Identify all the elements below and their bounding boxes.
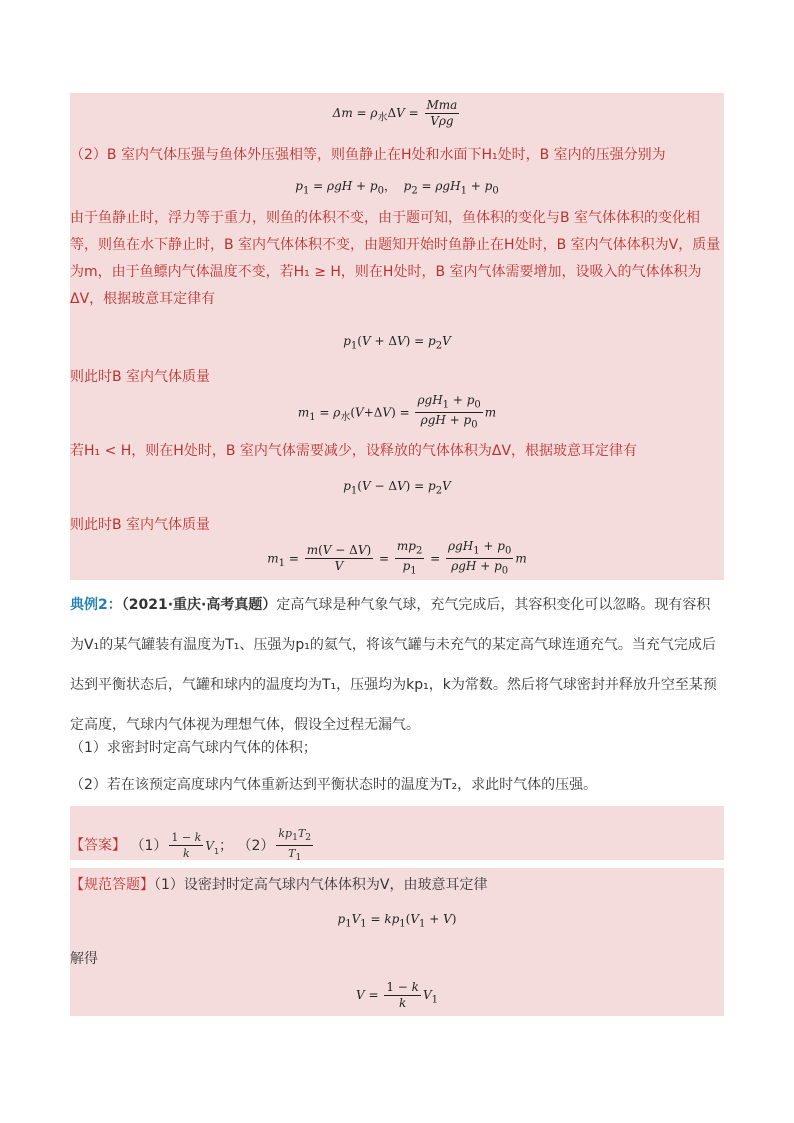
example-2 (70, 585, 724, 745)
equation-solution-1: $p_1V_1 = kp_1(V_1 + V)$ (337, 912, 457, 930)
example-label: 典例2： (70, 597, 122, 613)
answer-line (70, 826, 724, 865)
solve-label: 解得 (70, 951, 98, 967)
equation-mass-1: $m_1 = \rho_水(V+\Delta V)$ = $\frac{\rho gH_1 + p_0}{\rho gH + p_0}$ m (297, 393, 497, 431)
example-source: （2021·重庆·高考真题） (121, 597, 277, 613)
mass-label-1: 则此时B 室内气体质量 (70, 369, 211, 385)
solution-text: （1）设密封时定高气球内气体体积为V，由玻意耳定律 (154, 877, 488, 893)
equation-boyle-1: $p_1(V + \Delta V) = p_2V$ (343, 334, 451, 352)
equation-boyle-2: $p_1(V - \Delta V) = p_2V$ (343, 479, 451, 497)
equation-pressures: $p_1 = \rho gH + p_0$， $p_2 = \rho gH_1 + p_0$ (295, 179, 499, 197)
answer-part1: （1） $\frac{1 - k}{k}$ $V_1$； （2） $\frac{kp_1T_2}{T_1}$ (130, 827, 312, 864)
case2-text: 若H₁ < H，则在H处时，B 室内气体需要减少，设释放的气体体积为ΔV，根据玻意耳定律有 (70, 443, 638, 459)
answer-label: 【答案】 (70, 837, 126, 854)
part2-text: （2）B 室内气体压强与鱼体外压强相等，则鱼静止在H处和水面下H₁处时，B 室内的压强分别为 (70, 147, 666, 163)
solution-line (70, 875, 724, 895)
equation-mass-2: $m_1$ = $\frac{m(V - \Delta V)}{V}$ = $\frac{mp_2}{p_1}$ = $\frac{\rho gH_1 + p_0}{\rho gH + p_0}$ m (267, 539, 527, 577)
explanation-paragraph: 由于鱼静止时，浮力等于重力，则鱼的体积不变，由于题可知，鱼体积的变化与B 室气体体积的变化相等，则鱼在水下静止时，B 室内气体体积不变，由题知开始时鱼静止在H处时，B 室内气体体积为V，质量为m，由于鱼鳔内气体温度不变，若H₁ ≥ H，则在H处时，B 室内气体需要增加，设吸入的气体体积为ΔV，根据玻意耳定律有 (70, 210, 721, 307)
question-2: （2）若在该预定高度球内气体重新达到平衡状态时的温度为T₂，求此时气体的压强。 (70, 777, 598, 793)
example-text: 定高气球是种气象气球，充气完成后，其容积变化可以忽略。现有容积为V₁的某气罐装有温度为T₁、压强为p₁的氦气，将该气罐与未充气的某定高气球连通充气。当充气完成后达到平衡状态后，气罐和球内的温度均为T₁，压强均为kp₁，k为常数。然后将气球密封并释放升空至某预定高度，气球内气体视为理想气体，假设全过程无漏气。 (70, 597, 717, 733)
equation-solution-2: V = $\frac{1 - k}{k}$ $V_1$ (355, 980, 438, 1010)
mass-label-2: 则此时B 室内气体质量 (70, 517, 211, 533)
question-1: （1）求密封时定高气球内气体的体积； (70, 740, 317, 756)
equation-delta-m: $\Delta m = \rho_水\Delta V$ = $\frac{\text{Mma}}{\text{Vρg}}$ (332, 98, 458, 128)
solution-label: 【规范答题】 (70, 877, 154, 893)
